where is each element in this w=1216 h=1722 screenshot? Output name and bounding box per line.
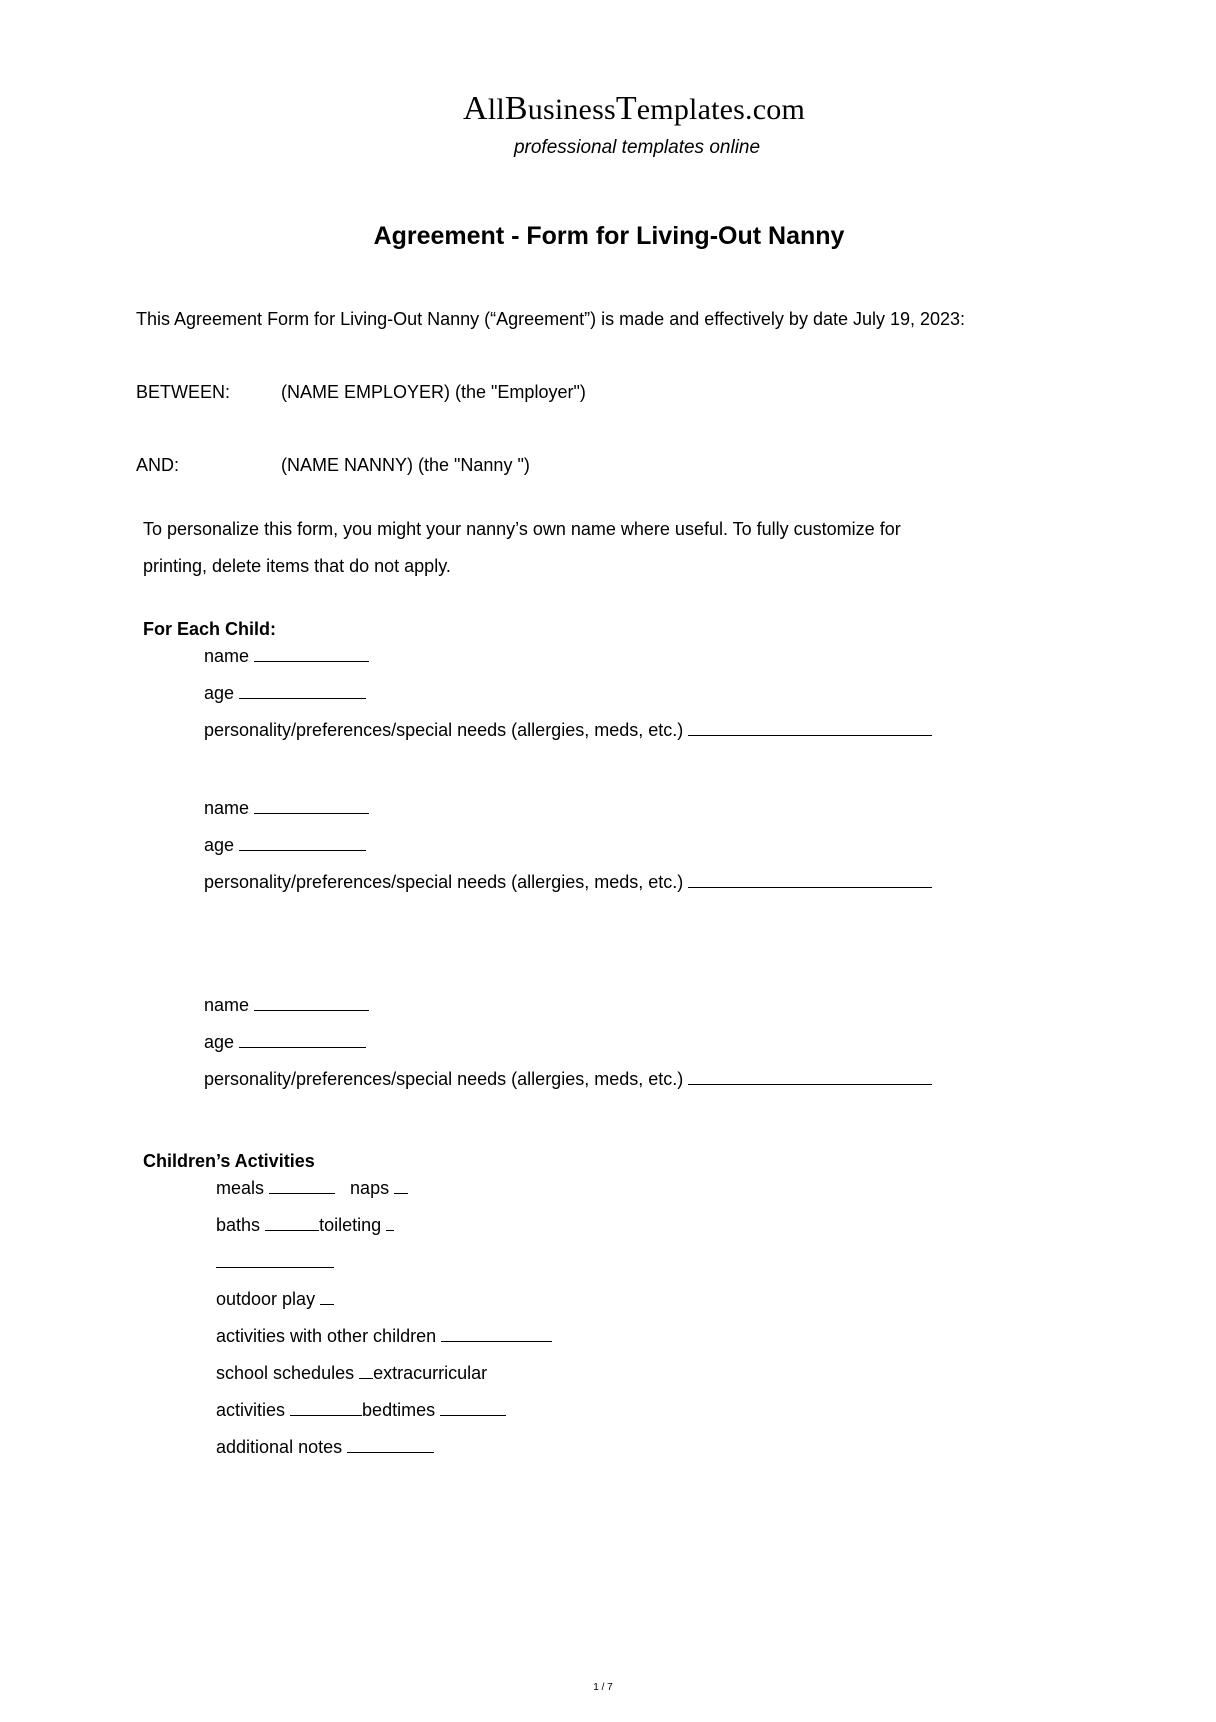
child-age-label: age	[204, 683, 235, 703]
child-2-name-blank[interactable]	[254, 796, 369, 814]
child-1-name-row	[204, 644, 369, 667]
bedtimes-label: bedtimes	[362, 1400, 436, 1420]
child-2-name-row	[204, 796, 369, 819]
child-needs-label: personality/preferences/special needs (allergies, meds, etc.)	[204, 720, 684, 740]
child-2-age-blank[interactable]	[239, 833, 366, 851]
brand-text: emplates.com	[636, 93, 805, 126]
baths-label: baths	[216, 1215, 261, 1235]
child-2-age-row	[204, 833, 366, 856]
baths-blank[interactable]	[265, 1213, 319, 1231]
activities-bedtimes-row	[216, 1398, 506, 1421]
brand-text: usiness	[527, 93, 616, 126]
bedtimes-blank[interactable]	[440, 1398, 506, 1416]
notes-blank[interactable]	[347, 1435, 434, 1453]
toileting-label: toileting	[319, 1215, 382, 1235]
other-children-blank[interactable]	[441, 1324, 552, 1342]
school-blank[interactable]	[359, 1361, 373, 1379]
outdoor-play-label: outdoor play	[216, 1289, 316, 1309]
toileting-extra-blank[interactable]	[216, 1250, 334, 1268]
brand-text: ll	[487, 93, 505, 126]
toileting-continued-row	[216, 1250, 334, 1273]
naps-blank[interactable]	[394, 1176, 408, 1194]
brand-logo	[0, 90, 1216, 128]
other-children-label: activities with other children	[216, 1326, 437, 1346]
child-age-label: age	[204, 1032, 235, 1052]
child-1-age-blank[interactable]	[239, 681, 366, 699]
meals-naps-row	[216, 1176, 408, 1199]
intro-paragraph: This Agreement Form for Living-Out Nanny (“Agreement”) is made and effectively by date July 19, 2023:	[136, 309, 966, 329]
instructions-line-1: To personalize this form, you might your nanny’s own name where useful. To fully customize for	[143, 519, 901, 539]
child-1-needs-blank[interactable]	[688, 718, 932, 736]
brand-letter: T	[615, 90, 637, 127]
child-1-needs-row	[204, 718, 932, 741]
child-3-needs-row	[204, 1067, 932, 1090]
school-row	[216, 1361, 487, 1384]
naps-label: naps	[350, 1178, 390, 1198]
activities-blank[interactable]	[290, 1398, 362, 1416]
extracurricular-label: extracurricular	[373, 1363, 488, 1383]
child-2-needs-blank[interactable]	[688, 870, 932, 888]
child-name-label: name	[204, 646, 250, 666]
brand-letter: B	[504, 90, 528, 127]
instructions-line-2: printing, delete items that do not apply.	[143, 556, 451, 576]
notes-label: additional notes	[216, 1437, 343, 1457]
school-label: school schedules	[216, 1363, 355, 1383]
employer-name-field[interactable]: (NAME EMPLOYER) (the "Employer")	[281, 382, 586, 402]
child-needs-label: personality/preferences/special needs (allergies, meds, etc.)	[204, 1069, 684, 1089]
child-needs-label: personality/preferences/special needs (allergies, meds, etc.)	[204, 872, 684, 892]
child-3-needs-blank[interactable]	[688, 1067, 932, 1085]
and-label: AND:	[136, 455, 180, 475]
child-3-age-row	[204, 1030, 366, 1053]
child-1-name-blank[interactable]	[254, 644, 369, 662]
brand-tagline: professional templates online	[513, 137, 761, 158]
document-title: Agreement - Form for Living-Out Nanny	[373, 222, 845, 250]
child-3-name-row	[204, 993, 369, 1016]
meals-label: meals	[216, 1178, 265, 1198]
notes-row	[216, 1435, 434, 1458]
page-number: 1 / 7	[593, 1682, 613, 1693]
outdoor-play-row	[216, 1287, 334, 1310]
child-age-label: age	[204, 835, 235, 855]
activities-label: activities	[216, 1400, 286, 1420]
nanny-name-field[interactable]: (NAME NANNY) (the "Nanny ")	[281, 455, 530, 475]
brand-letter: A	[463, 90, 488, 127]
between-label: BETWEEN:	[136, 382, 231, 402]
child-name-label: name	[204, 995, 250, 1015]
toileting-blank[interactable]	[386, 1213, 394, 1231]
child-3-age-blank[interactable]	[239, 1030, 366, 1048]
child-name-label: name	[204, 798, 250, 818]
baths-toileting-row	[216, 1213, 394, 1236]
meals-blank[interactable]	[269, 1176, 335, 1194]
child-2-needs-row	[204, 870, 932, 893]
other-children-row	[216, 1324, 552, 1347]
child-3-name-blank[interactable]	[254, 993, 369, 1011]
children-heading: For Each Child:	[143, 619, 277, 639]
outdoor-play-blank[interactable]	[320, 1287, 334, 1305]
activities-heading: Children’s Activities	[143, 1151, 315, 1171]
child-1-age-row	[204, 681, 366, 704]
